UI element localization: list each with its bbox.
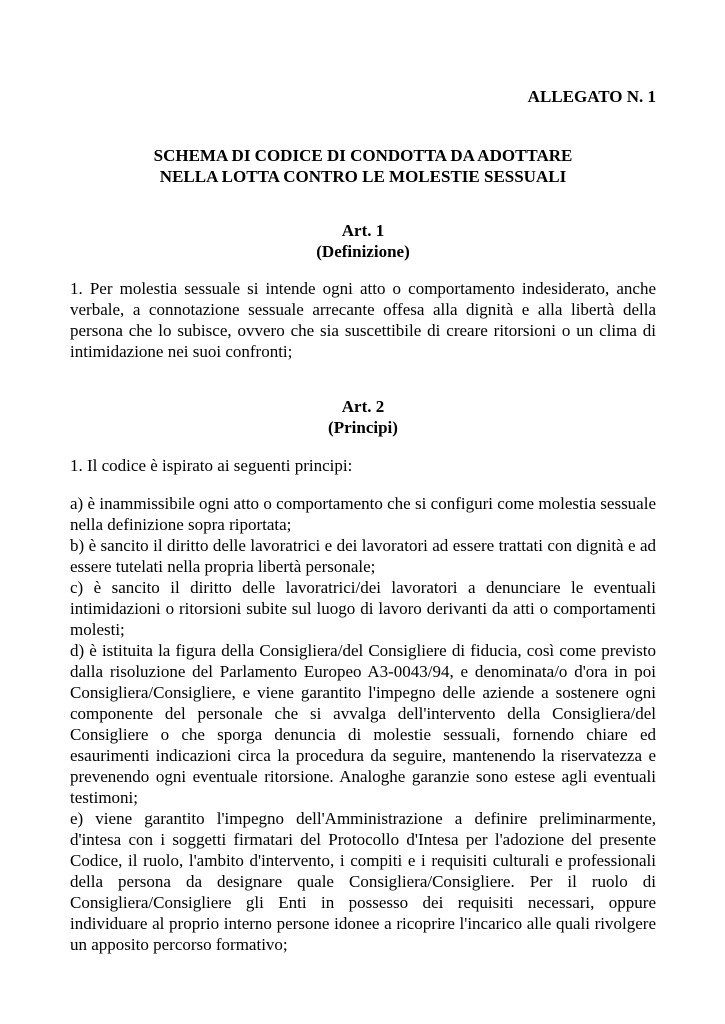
principle-item-a: a) è inammissibile ogni atto o comportamento che si configuri come molestia sessuale nella definizione sopra riportata; <box>70 494 656 534</box>
article-2-number: Art. 2 <box>341 397 385 416</box>
annex-label: ALLEGATO N. 1 <box>527 87 656 106</box>
article-2-heading <box>70 396 656 438</box>
principle-item-d: d) è istituita la figura della Consigliera/del Consigliere di fiducia, così come previsto dalla risoluzione del Parlamento Europeo A3-0043/94, e denominata/o d'ora in poi Consigliera/Consigliere, e viene garantito l'impegno delle aziende a sostenere ogni componente del personale che si avvalga dell'intervento della Consigliera/del Consigliere o che sporga denuncia di molestie sessuali, fornendo chiare ed esaurimenti indicazioni circa la procedura da seguire, mantenendo la riservatezza e prevenendo ogni eventuale ritorsione. Analoghe garanzie sono estese agli eventuali testimoni; <box>70 641 656 807</box>
article-2-title: (Principi) <box>328 418 398 437</box>
document-title <box>70 145 656 187</box>
principle-item-e: e) viene garantito l'impegno dell'Amministrazione a definire preliminarmente, d'intesa con i soggetti firmatari del Protocollo d'Intesa per l'adozione del presente Codice, il ruolo, l'ambito d'intervento, i compiti e i requisiti culturali e professionali della persona da designare quale Consigliera/Consigliere. Per il ruolo di Consigliera/Consigliere gli Enti in possesso dei requisiti necessari, oppure individuare al proprio interno persone idonee a ricoprire l'incarico alle quali rivolgere un apposito percorso formativo; <box>70 809 656 954</box>
principle-item-c: c) è sancito il diritto delle lavoratrici/dei lavoratori a denunciare le eventuali intimidazioni o ritorsioni subite sul luogo di lavoro derivanti da atti o comportamenti molesti; <box>70 578 656 639</box>
article-1-number: Art. 1 <box>341 221 385 240</box>
article-1-paragraph: 1. Per molestia sessuale si intende ogni atto o comportamento indesiderato, anche verbale, a connotazione sessuale arrecante offesa alla dignità e alla libertà della persona che lo subisce, ovvero che sia suscettibile di creare ritorsioni o un clima di intimidazione nei suoi confronti; <box>70 279 656 361</box>
article-2-intro: 1. Il codice è ispirato ai seguenti principi: <box>70 456 353 475</box>
title-line-2: NELLA LOTTA CONTRO LE MOLESTIE SESSUALI <box>159 167 567 186</box>
article-1-heading <box>70 220 656 262</box>
title-line-1: SCHEMA DI CODICE DI CONDOTTA DA ADOTTARE <box>153 146 573 165</box>
article-1-title: (Definizione) <box>316 242 410 261</box>
article-2-principles-list <box>70 493 656 955</box>
principle-item-b: b) è sancito il diritto delle lavoratrici e dei lavoratori ad essere trattati con dignità e ad essere tutelati nella propria libertà personale; <box>70 536 656 576</box>
